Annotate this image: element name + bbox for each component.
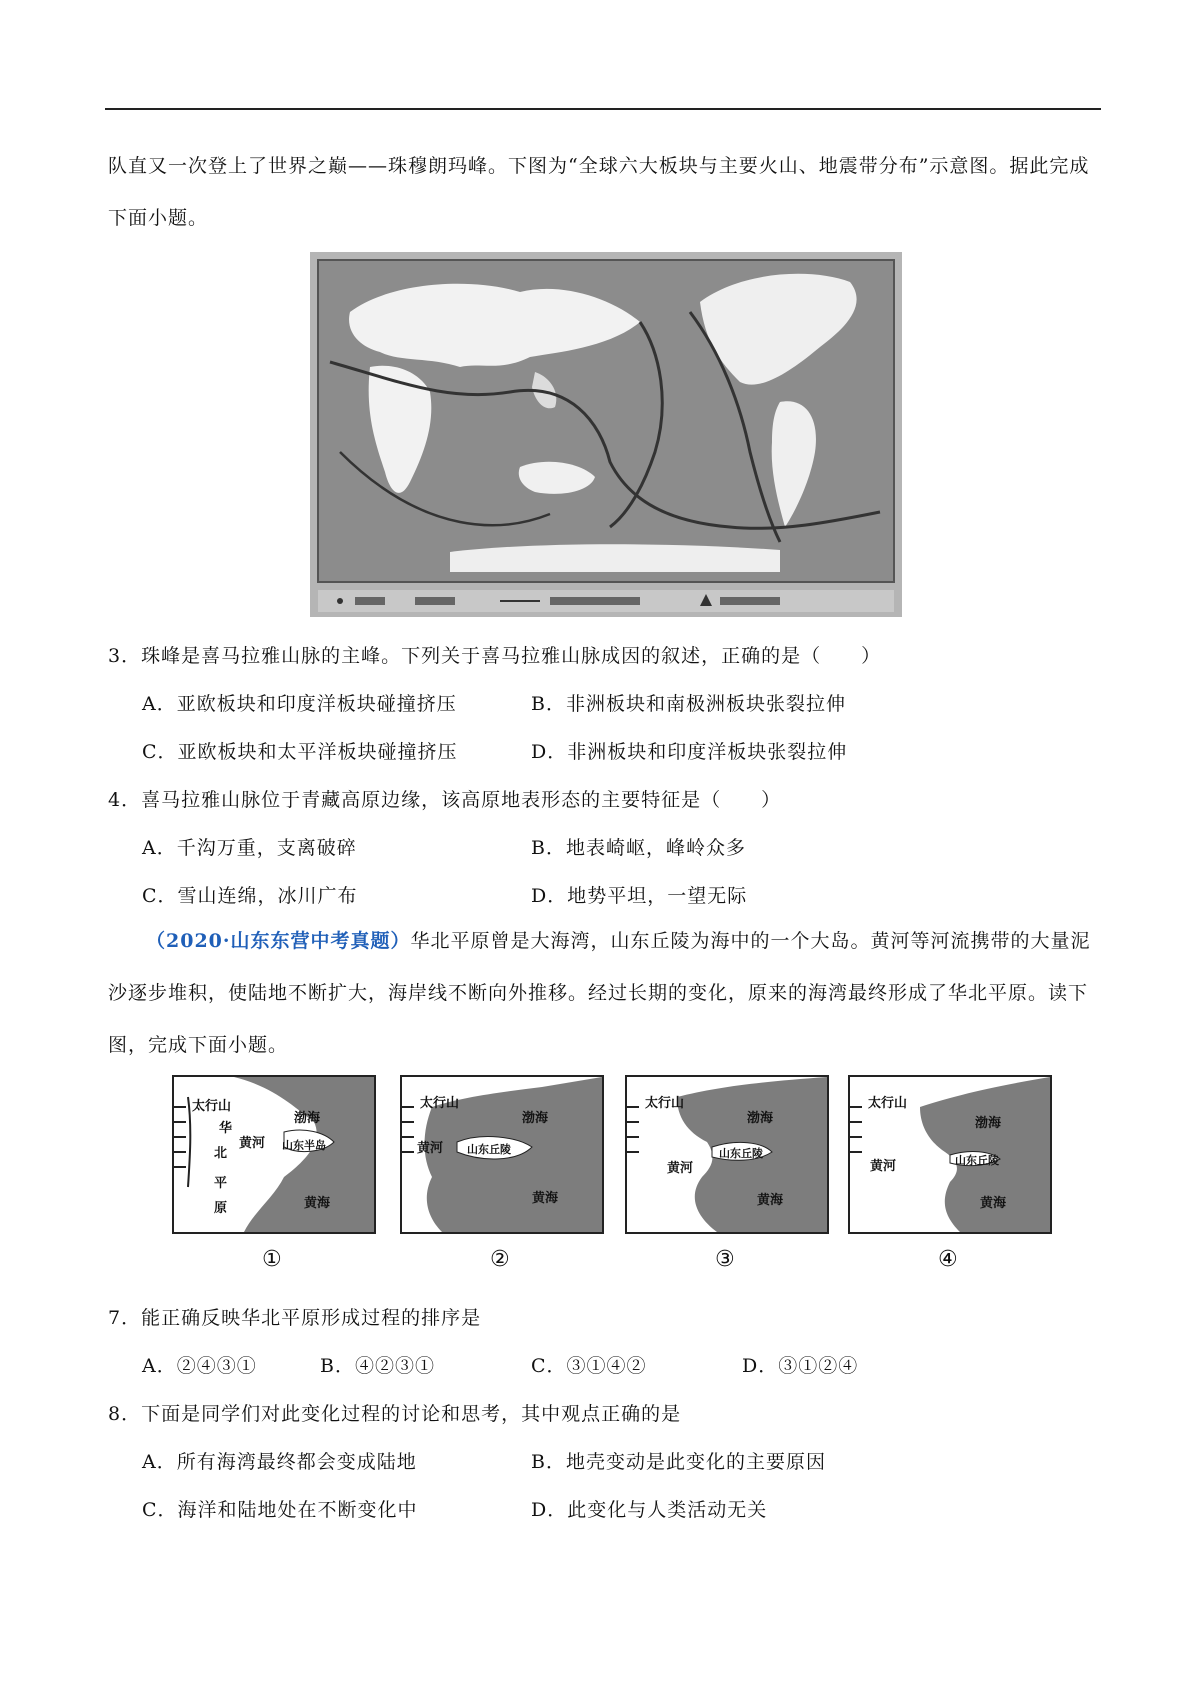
label-bohai-1: 渤海 [294, 1111, 321, 1126]
q8-option-a[interactable]: A．所有海湾最终都会变成陆地 [142, 1451, 417, 1473]
q7-option-c[interactable]: C．③①④② [531, 1355, 647, 1377]
map-number-4: ④ [938, 1247, 958, 1272]
q3-option-d[interactable]: D．非洲板块和印度洋板块张裂拉伸 [531, 741, 848, 763]
label-huanghai-2: 黄海 [532, 1191, 559, 1206]
passage-text: 华北平原曾是大海湾，山东丘陵为海中的一个大岛。黄河等河流携带的大量泥沙逐步堆积，使陆地不断扩大，海岸线不断向外推移。经过长期的变化，原来的海湾最终形成了华北平原。读下图，完成下面小题。 [108, 930, 1091, 1056]
label-huanghe-2: 黄河 [417, 1141, 444, 1156]
header-rule [105, 108, 1101, 110]
label-hill-2: 山东丘陵 [467, 1143, 511, 1156]
passage-source: （2020·山东东营中考真题） [146, 930, 411, 952]
q7-option-b[interactable]: B．④②③① [320, 1355, 435, 1377]
passage-2 [108, 915, 1098, 1071]
label-huanghe-4: 黄河 [870, 1159, 897, 1174]
label-taihang-1: 太行山 [192, 1099, 232, 1114]
map-number-1: ① [262, 1247, 282, 1272]
q8-option-c[interactable]: C．海洋和陆地处在不断变化中 [142, 1499, 418, 1521]
label-peninsula-1: 山东半岛 [282, 1139, 326, 1152]
q8-option-d[interactable]: D．此变化与人类活动无关 [531, 1499, 768, 1521]
label-ping: 平 [214, 1176, 228, 1191]
question-4-stem: 4．喜马拉雅山脉位于青藏高原边缘，该高原地表形态的主要特征是（ ） [108, 789, 782, 811]
label-hill-4: 山东丘陵 [955, 1154, 999, 1167]
label-taihang-2: 太行山 [420, 1096, 460, 1111]
label-huanghai-3: 黄海 [757, 1193, 784, 1208]
q8-option-b[interactable]: B．地壳变动是此变化的主要原因 [531, 1451, 826, 1473]
label-taihang-4: 太行山 [868, 1096, 908, 1111]
label-bohai-3: 渤海 [747, 1111, 774, 1126]
label-hill-3: 山东丘陵 [719, 1147, 763, 1160]
intro-paragraph: 队直又一次登上了世界之巅——珠穆朗玛峰。下图为“全球六大板块与主要火山、地震带分布”示意图。据此完成下面小题。 [108, 155, 1090, 229]
coast-map-4 [848, 1075, 1052, 1234]
question-8-stem: 8．下面是同学们对此变化过程的讨论和思考，其中观点正确的是 [108, 1403, 682, 1425]
q4-option-d[interactable]: D．地势平坦，一望无际 [531, 885, 748, 907]
q3-option-c[interactable]: C．亚欧板块和太平洋板块碰撞挤压 [142, 741, 458, 763]
label-hua: 华 [219, 1121, 233, 1136]
q4-option-c[interactable]: C．雪山连绵，冰川广布 [142, 885, 358, 907]
q3-option-b[interactable]: B．非洲板块和南极洲板块张裂拉伸 [531, 693, 846, 715]
label-bohai-2: 渤海 [522, 1111, 549, 1126]
q4-option-a[interactable]: A．千沟万重，支离破碎 [142, 837, 357, 859]
map-number-3: ③ [715, 1247, 735, 1272]
map-number-2: ② [490, 1247, 510, 1272]
label-huanghai-4: 黄海 [980, 1196, 1007, 1211]
q3-option-a[interactable]: A．亚欧板块和印度洋板块碰撞挤压 [142, 693, 457, 715]
world-plate-map [310, 252, 902, 617]
q7-option-d[interactable]: D．③①②④ [742, 1355, 859, 1377]
q4-option-b[interactable]: B．地表崎岖，峰岭众多 [531, 837, 746, 859]
label-huanghe-1: 黄河 [239, 1136, 266, 1151]
q7-option-a[interactable]: A．②④③① [142, 1355, 257, 1377]
coast-map-3 [625, 1075, 829, 1234]
label-taihang-3: 太行山 [645, 1096, 685, 1111]
coast-map-2 [400, 1075, 604, 1234]
question-3-stem: 3．珠峰是喜马拉雅山脉的主峰。下列关于喜马拉雅山脉成因的叙述，正确的是（ ） [108, 645, 882, 667]
label-huanghe-3: 黄河 [667, 1161, 694, 1176]
label-bohai-4: 渤海 [975, 1116, 1002, 1131]
coast-map-1 [172, 1075, 376, 1234]
question-7-stem: 7．能正确反映华北平原形成过程的排序是 [108, 1307, 482, 1329]
label-yuan: 原 [214, 1201, 228, 1216]
label-huanghai-1: 黄海 [304, 1196, 331, 1211]
label-bei: 北 [214, 1146, 228, 1161]
